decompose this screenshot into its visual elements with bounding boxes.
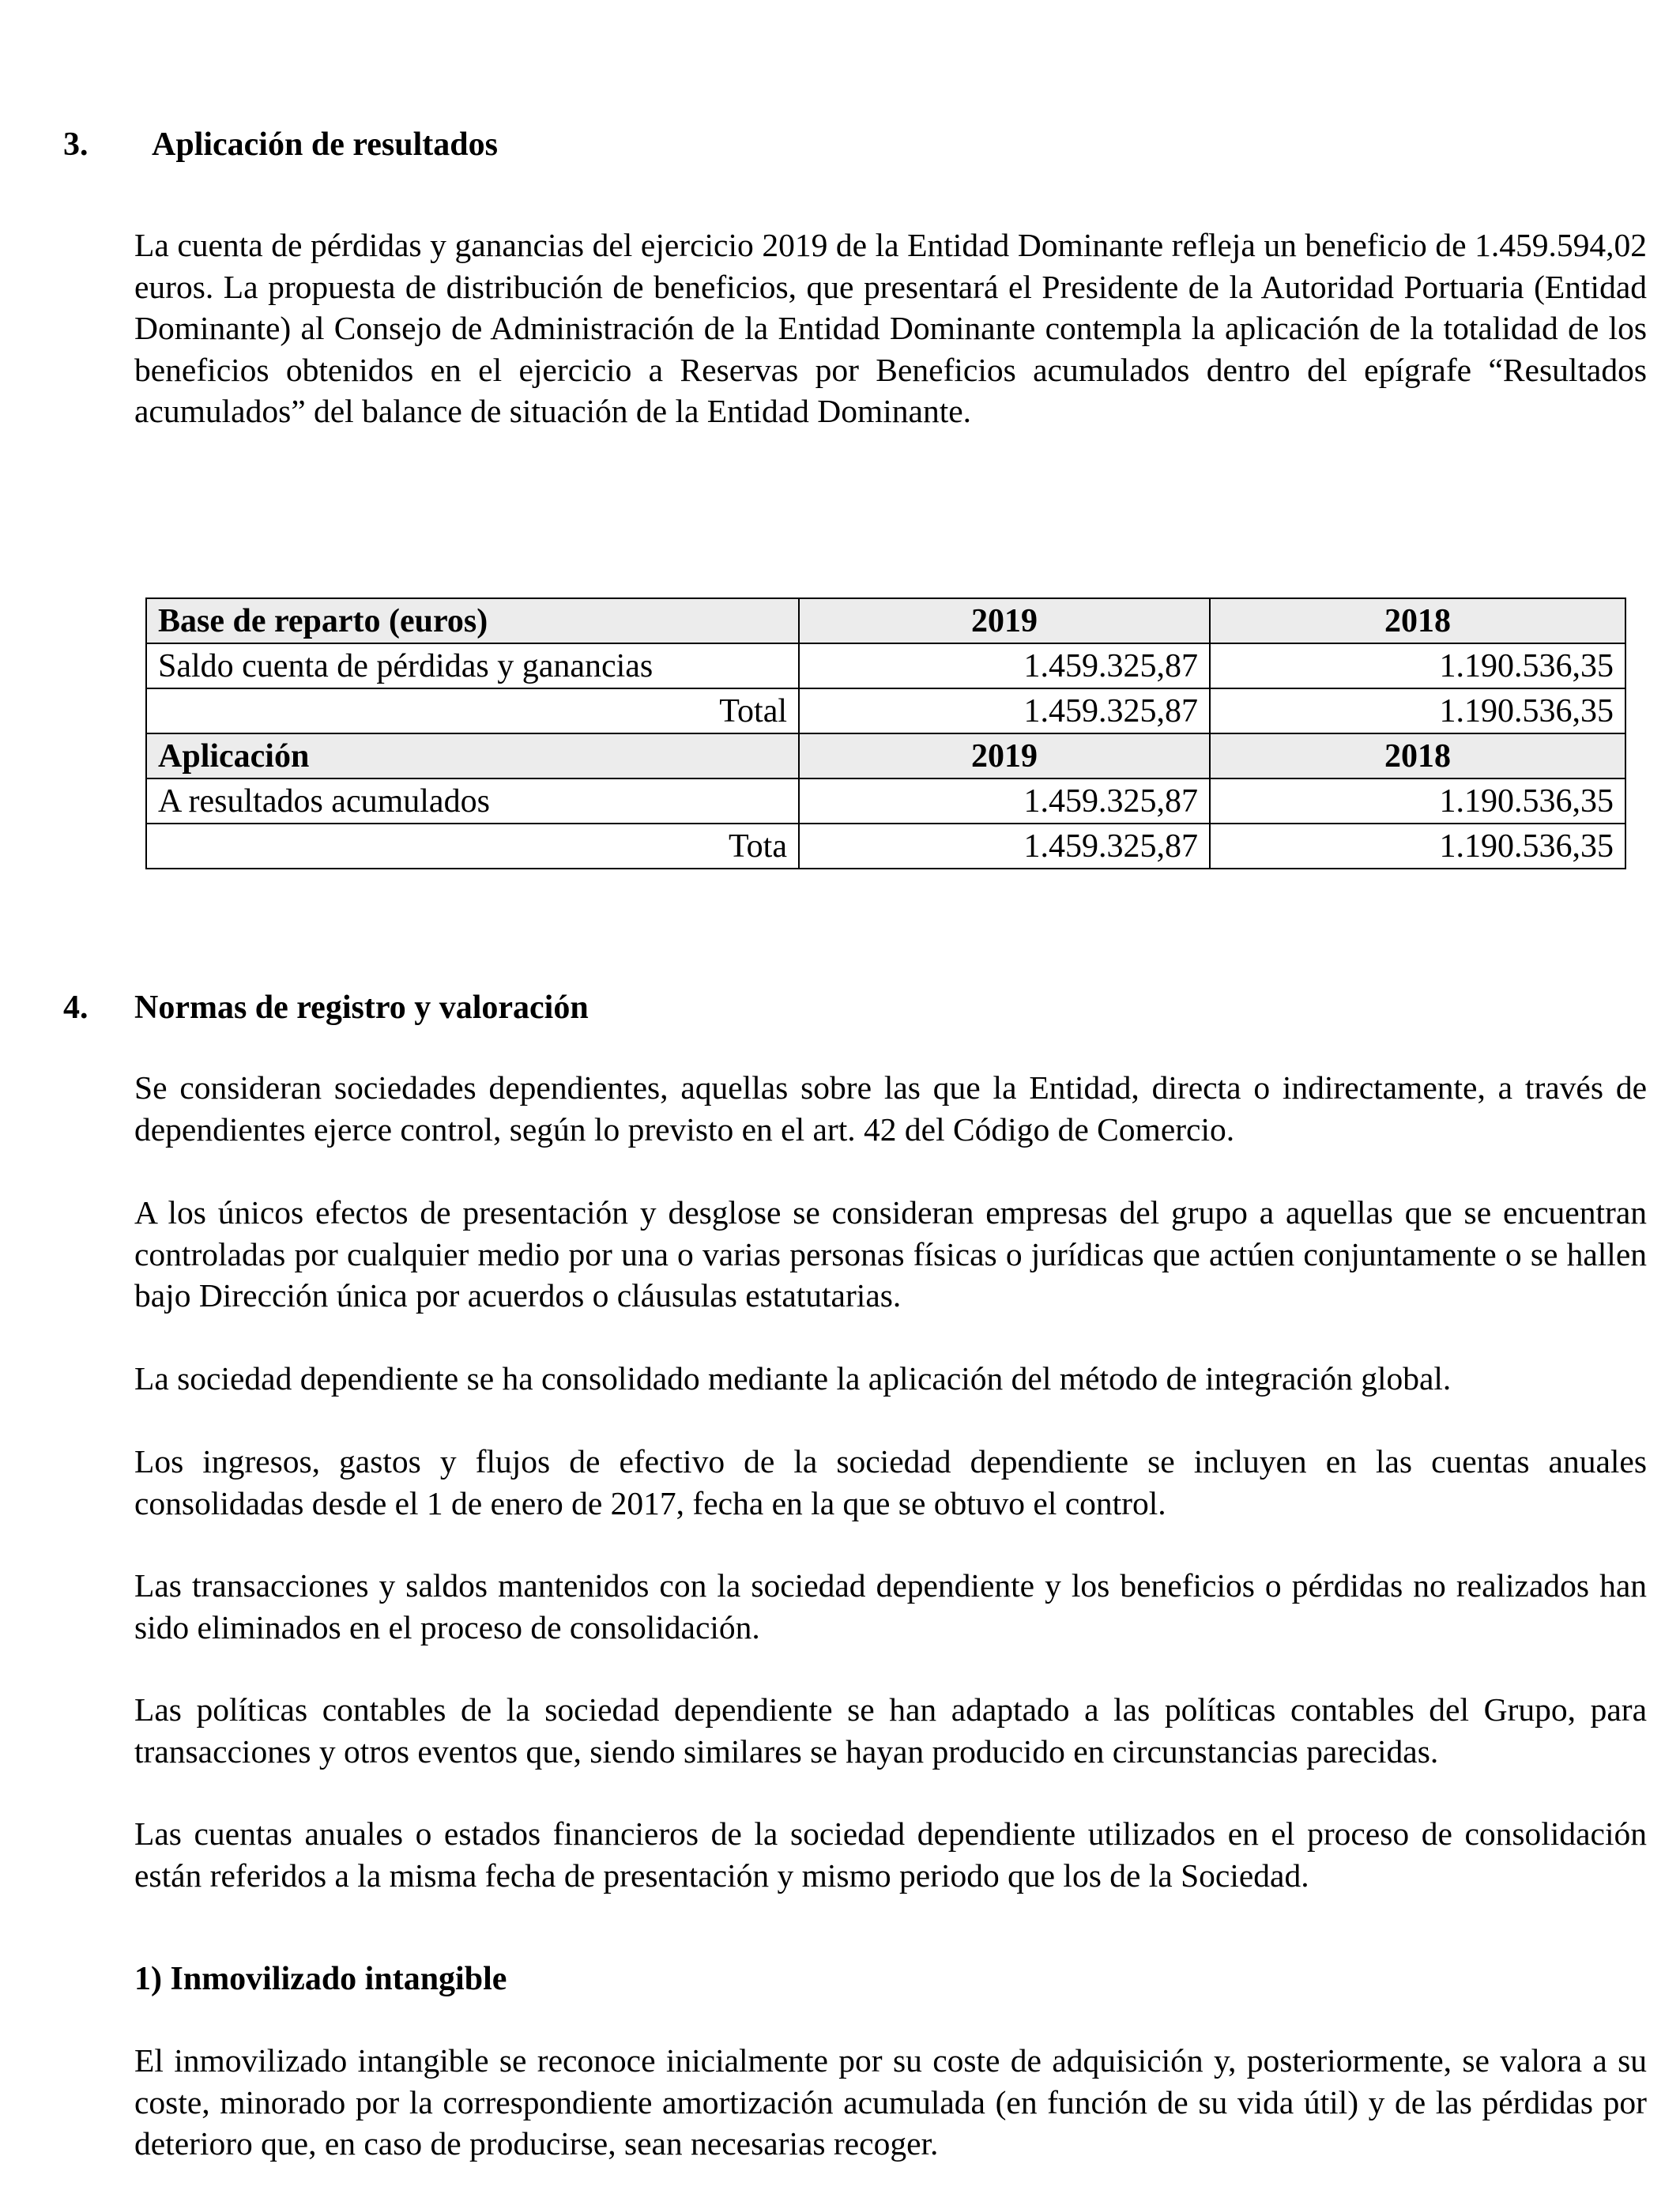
section-3-number: 3.	[63, 126, 89, 163]
section-4-paragraph: Las cuentas anuales o estados financieros de la sociedad dependiente utilizados en el proceso de consolidación están referidos a la misma fecha de presentación y mismo periodo que los de la Sociedad.	[134, 1815, 1647, 1894]
table-header-row	[146, 733, 1625, 778]
table-cell-value: 1.459.325,87	[799, 688, 1210, 733]
section-4-paragraph: Los ingresos, gastos y flujos de efectivo de la sociedad dependiente se incluyen en las cuentas anuales consolidadas desde el 1 de enero de 2017, fecha en la que se obtuvo el control.	[134, 1443, 1647, 1521]
section-4-paragraph: La sociedad dependiente se ha consolidado mediante la aplicación del método de integración global.	[134, 1360, 1452, 1397]
table-cell-value: 1.459.325,87	[799, 824, 1210, 869]
section-3-paragraph: La cuenta de pérdidas y ganancias del ejercicio 2019 de la Entidad Dominante refleja un beneficio de 1.459.594,02 euros. La propuesta de distribución de beneficios, que presentará el Presidente de la Autoridad Portuaria (Entidad Dominante) al Consejo de Administración de la Entidad Dominante contempla la aplicación de la totalidad de los beneficios obtenidos en el ejercicio a Reservas por Beneficios acumulados dentro del epígrafe “Resultados acumulados” del balance de situación de la Entidad Dominante.	[134, 227, 1647, 429]
table-header-year-2019: 2019	[799, 598, 1210, 643]
section-4-title: Normas de registro y valoración	[134, 990, 589, 1026]
table-row	[146, 643, 1625, 688]
section-4-paragraph: Las transacciones y saldos mantenidos con la sociedad dependiente y los beneficios o pérdidas no realizados han sido eliminados en el proceso de consolidación.	[134, 1567, 1647, 1646]
table-cell-label: Saldo cuenta de pérdidas y ganancias	[146, 643, 799, 688]
table-cell-value: 1.459.325,87	[799, 778, 1210, 824]
table-cell-value: 1.459.325,87	[799, 643, 1210, 688]
section-4-paragraph: Se consideran sociedades dependientes, aquellas sobre las que la Entidad, directa o indirectamente, a través de dependientes ejerce control, según lo previsto en el art. 42 del Código de Comercio.	[134, 1069, 1647, 1148]
table-total-label: Total	[146, 688, 799, 733]
subsection-heading: 1) Inmovilizado intangible	[134, 1961, 507, 1997]
table-total-label: Tota	[146, 824, 799, 869]
table-cell-label: A resultados acumulados	[146, 778, 799, 824]
subsection-paragraph: El inmovilizado intangible se reconoce inicialmente por su coste de adquisición y, posteriormente, se valora a su coste, minorado por la correspondiente amortización acumulada (en función de su vida útil) y de las pérdidas por deterioro que, en caso de producirse, sean necesarias recoger.	[134, 2042, 1647, 2162]
table-header-year-2018: 2018	[1210, 598, 1625, 643]
table-cell-value: 1.190.536,35	[1210, 688, 1625, 733]
table-row	[146, 778, 1625, 824]
table-cell-value: 1.190.536,35	[1210, 778, 1625, 824]
table-header-year-2018: 2018	[1210, 733, 1625, 778]
section-4-paragraph: Las políticas contables de la sociedad dependiente se han adaptado a las políticas contables del Grupo, para transacciones y otros eventos que, siendo similares se hayan producido en circunstancias parecidas.	[134, 1691, 1647, 1770]
section-4-paragraph: A los únicos efectos de presentación y desglose se consideran empresas del grupo a aquellas que se encuentran controladas por cualquier medio por una o varias personas físicas o jurídicas que actúen conjuntamente o se hallen bajo Dirección única por acuerdos o cláusulas estatutarias.	[134, 1194, 1647, 1314]
table-cell-value: 1.190.536,35	[1210, 824, 1625, 869]
table-header-label: Base de reparto (euros)	[146, 598, 799, 643]
table-header-label: Aplicación	[146, 733, 799, 778]
table-total-row	[146, 824, 1625, 869]
section-3-title: Aplicación de resultados	[152, 126, 498, 163]
table-total-row	[146, 688, 1625, 733]
table-cell-value: 1.190.536,35	[1210, 643, 1625, 688]
table-header-row	[146, 598, 1625, 643]
table-header-year-2019: 2019	[799, 733, 1210, 778]
distribution-table	[145, 598, 1626, 869]
section-4-number: 4.	[63, 990, 89, 1026]
